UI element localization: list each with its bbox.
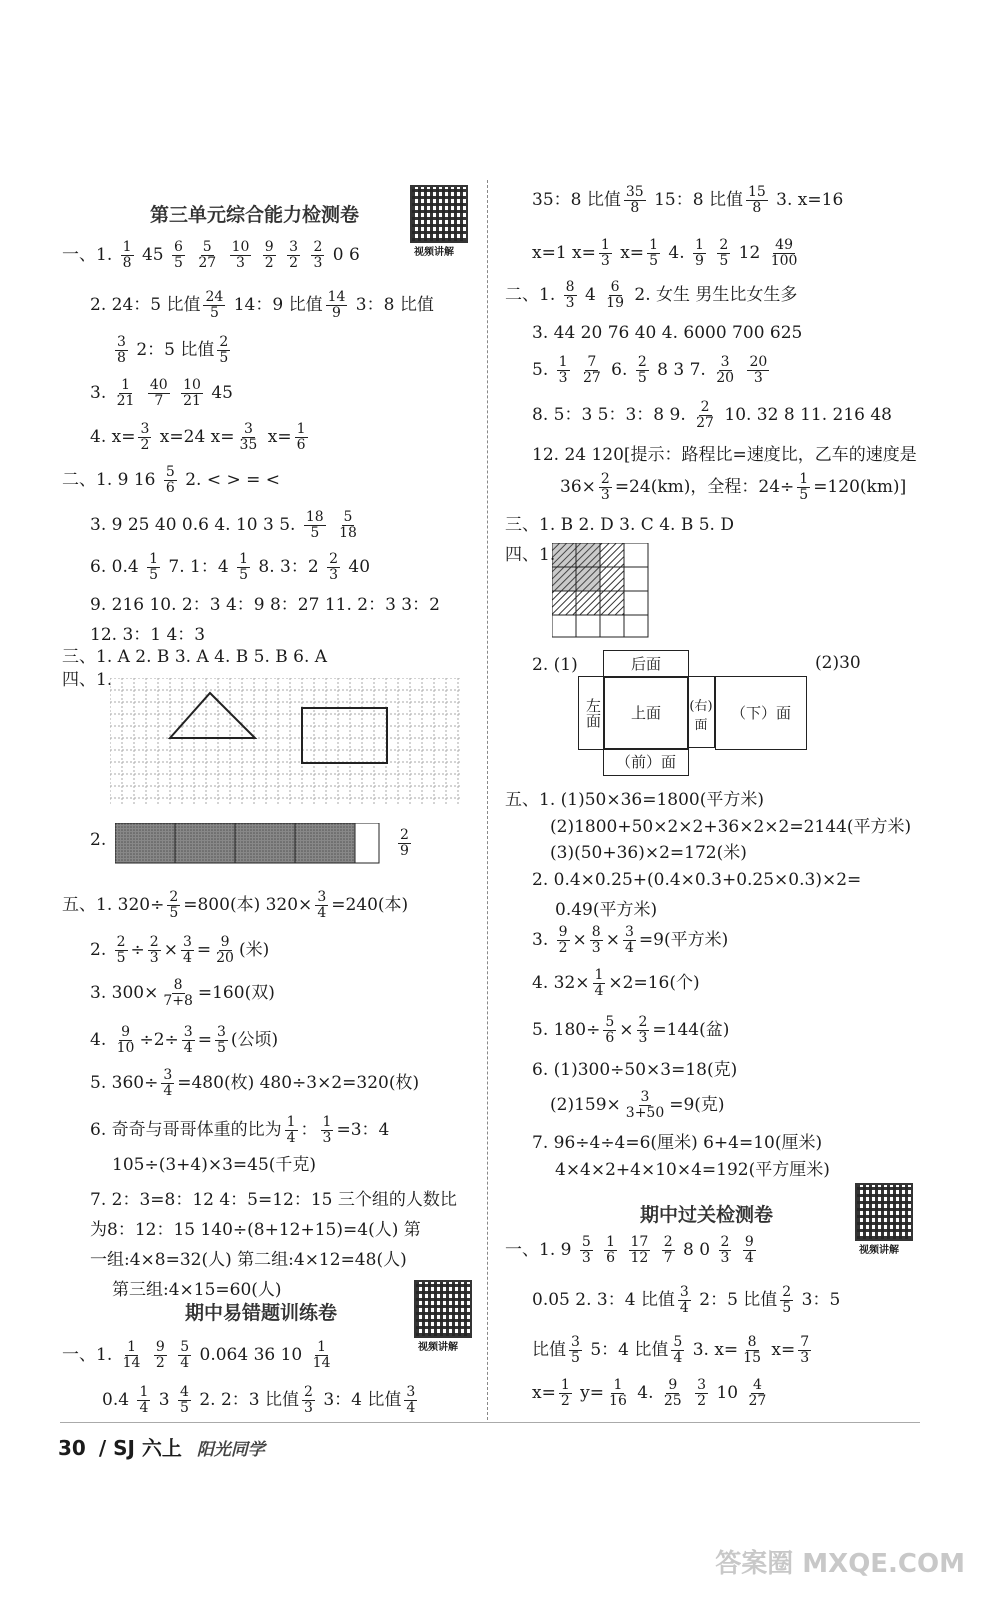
- answer-line: (3)(50+36)×2=172(米): [550, 843, 747, 863]
- net-right: (右)面: [687, 676, 715, 748]
- answer-line: 一、1. 9 $\frac{5}{3}$ $\frac{1}{6}$ $\frac{17}{12}$ $\frac{2}{7}$ 8 0 $\frac{2}{3}$ $\frac{9}{4}$: [505, 1234, 754, 1266]
- answer-line: 0.05 2. 3：4 比值 $\frac{3}{4}$ 2：5 比值 $\frac{2}{5}$ 3：5: [532, 1284, 841, 1316]
- answer-line: 36× $\frac{2}{3}$ =24(km)，全程：24÷ $\frac{1}{5}$ =120(km)]: [560, 471, 907, 503]
- answer-line: 2.: [90, 830, 107, 850]
- grid-figure: [110, 678, 460, 808]
- answer-line: 6. 奇奇与哥哥体重的比为 $\frac{1}{4}$ ： $\frac{1}{3}$ =3：4: [90, 1114, 390, 1146]
- page-footer: [58, 1432, 265, 1461]
- book-code: / SJ 六上: [98, 1436, 182, 1460]
- answer-line: 四、1.: [505, 545, 556, 565]
- answer-line: 6. (1)300÷50×3=18(克): [532, 1060, 738, 1080]
- answer-line: 一、1. $\frac{1}{14}$ $\frac{9}{2}$ $\frac{5}{4}$ 0.064 36 10 $\frac{1}{14}$: [62, 1339, 331, 1371]
- answer-line: x=1 x= $\frac{1}{3}$ x= $\frac{1}{5}$ 4. $\frac{1}{9}$ $\frac{2}{5}$ 12 $\frac{49}{100}$: [532, 237, 798, 269]
- answer-line: 5. 180÷ $\frac{5}{6}$ × $\frac{2}{3}$ =144(盆): [532, 1014, 730, 1046]
- shaded-grid: [552, 543, 652, 639]
- section-title-unit3: 第三单元综合能力检测卷: [150, 204, 360, 226]
- answer-line: 5. $\frac{1}{3}$ $\frac{7}{27}$ 6. $\frac{2}{5}$ 8 3 7. $\frac{3}{20}$ $\frac{20}{3}$: [532, 354, 768, 386]
- shade-fraction: $\frac{2}{9}$: [400, 827, 409, 859]
- answer-line: 6. 0.4 $\frac{1}{5}$ 7. 1：4 $\frac{1}{5}$ 8. 3：2 $\frac{2}{3}$ 40: [90, 551, 371, 583]
- answer-line: 7. 96÷4÷4=6(厘米) 6+4=10(厘米): [532, 1133, 823, 1153]
- net-back: 后面: [603, 650, 689, 678]
- answer-line: 12. 3：1 4：3: [90, 625, 206, 645]
- cube-net: [578, 650, 818, 775]
- section-title-midterm-errors: 期中易错题训练卷: [185, 1302, 338, 1324]
- answer-line: 4. 32× $\frac{1}{4}$ ×2=16(个): [532, 967, 700, 999]
- answer-line: 三、1. A 2. B 3. A 4. B 5. B 6. A: [62, 647, 328, 667]
- answer-line: 4. x= $\frac{3}{2}$ x=24 x= $\frac{3}{35}$ x= $\frac{1}{6}$: [90, 421, 306, 453]
- answer-line: 三、1. B 2. D 3. C 4. B 5. D: [505, 515, 734, 535]
- footer-rule: [60, 1422, 920, 1423]
- section-title-midterm-check: 期中过关检测卷: [640, 1204, 774, 1226]
- answer-line: 0.4 $\frac{1}{4}$ 3 $\frac{4}{5}$ 2. 2：3 比值 $\frac{2}{3}$ 3：4 比值 $\frac{3}{4}$: [102, 1384, 416, 1416]
- answer-line: 2. $\frac{2}{5}$ ÷ $\frac{2}{3}$ × $\frac{3}{4}$ = $\frac{9}{20}$ (米): [90, 934, 270, 966]
- answer-line: 3. $\frac{9}{2}$ × $\frac{8}{3}$ × $\frac{3}{4}$ =9(平方米): [532, 924, 729, 956]
- answer-line: 12. 24 120[提示：路程比=速度比，乙车的速度是: [532, 445, 917, 465]
- qr-label-2: 视频讲解: [418, 1342, 458, 1353]
- answer-line: 35：8 比值 $\frac{35}{8}$ 15：8 比值 $\frac{15}{8}$ 3. x=16: [532, 184, 844, 216]
- column-divider: [487, 180, 488, 1420]
- answer-line: 为8：12：15 140÷(8+12+15)=4(人) 第: [90, 1220, 421, 1240]
- answer-line: 二、1. $\frac{8}{3}$ 4 $\frac{6}{19}$ 2. 女生 男生比女生多: [505, 279, 798, 311]
- qr-code-3[interactable]: [855, 1183, 913, 1241]
- answer-line: 比值 $\frac{3}{5}$ 5：4 比值 $\frac{5}{4}$ 3. x= $\frac{8}{15}$ x= $\frac{7}{3}$: [532, 1334, 810, 1366]
- answer-line: 2. (1): [532, 655, 578, 675]
- qr-label: 视频讲解: [414, 247, 454, 258]
- watermark-logo: 答案圈 MXQE.COM: [715, 1549, 965, 1579]
- answer-line: 2. 24：5 比值 $\frac{24}{5}$ 14：9 比值 $\frac{14}{9}$ 3：8 比值: [90, 289, 434, 321]
- page-number: 30: [58, 1436, 86, 1460]
- answer-line: 五、1. 320÷ $\frac{2}{5}$ =800(本) 320× $\frac{3}{4}$ =240(本): [62, 889, 409, 921]
- answer-line: 105÷(3+4)×3=45(千克): [112, 1155, 317, 1175]
- answer-line: 7. 2：3=8：12 4：5=12：15 三个组的人数比: [90, 1190, 457, 1210]
- answer-line: 8. 5：3 5：3：8 9. $\frac{2}{27}$ 10. 32 8 11. 216 48: [532, 399, 892, 431]
- q2-answer: (2)30: [815, 653, 861, 673]
- answer-line: (2)1800+50×2×2+36×2×2=2144(平方米): [550, 817, 912, 837]
- answer-line: (2)159× $\frac{3}{3+50}$ =9(克): [550, 1089, 725, 1121]
- answer-line: 3. 44 20 76 40 4. 6000 700 625: [532, 323, 803, 343]
- answer-line: 3. 300× $\frac{8}{7+8}$ =160(双): [90, 977, 275, 1009]
- net-bottom: （下）面: [715, 676, 807, 750]
- answer-line: 四、1.: [62, 670, 113, 690]
- answer-line: 3. $\frac{1}{21}$ $\frac{40}{7}$ $\frac{10}{21}$ 45: [90, 377, 233, 409]
- answer-line: 4. $\frac{9}{10}$ ÷2÷ $\frac{3}{4}$ = $\frac{3}{5}$ (公顷): [90, 1024, 279, 1056]
- answer-line: 5. 360÷ $\frac{3}{4}$ =480(枚) 480÷3×2=320(枚): [90, 1067, 420, 1099]
- answer-line: 3. 9 25 40 0.6 4. 10 3 5. $\frac{18}{5}$ $\frac{5}{18}$: [90, 509, 357, 541]
- answer-line: 4×4×2+4×10×4=192(平方厘米): [555, 1160, 830, 1180]
- brand-logo: 阳光同学: [196, 1440, 265, 1460]
- answer-line: 2. 0.4×0.25+(0.4×0.3+0.25×0.3)×2=: [532, 870, 862, 890]
- answer-line: 二、1. 9 16 $\frac{5}{6}$ 2. < > = <: [62, 464, 281, 496]
- net-left: 左面: [578, 676, 605, 750]
- answer-line: x= $\frac{1}{2}$ y= $\frac{1}{16}$ 4. $\frac{9}{25}$ $\frac{3}{2}$ 10 $\frac{4}{27}$: [532, 1377, 767, 1409]
- qr-label-3: 视频讲解: [859, 1245, 899, 1256]
- net-front: （前）面: [603, 748, 689, 776]
- shaded-bar: [115, 823, 380, 865]
- answer-line: 五、1. (1)50×36=1800(平方米): [505, 790, 764, 810]
- qr-code-2[interactable]: [414, 1280, 472, 1338]
- answer-line: 一组:4×8=32(人) 第二组:4×12=48(人): [90, 1250, 407, 1270]
- answer-line: 一、1. $\frac{1}{8}$ 45 $\frac{6}{5}$ $\frac{5}{27}$ $\frac{10}{3}$ $\frac{9}{2}$ $\frac{3}{2}$ $\frac{2}{3}$ 0 6: [62, 239, 360, 271]
- answer-line: $\frac{3}{8}$ 2：5 比值 $\frac{2}{5}$: [117, 334, 229, 366]
- answer-line: 9. 216 10. 2：3 4：9 8：27 11. 2：3 3：2: [90, 595, 440, 615]
- qr-code[interactable]: [410, 185, 468, 243]
- net-top: 上面: [603, 676, 689, 750]
- answer-line: 第三组:4×15=60(人): [112, 1280, 282, 1300]
- answer-line: 0.49(平方米): [555, 900, 658, 920]
